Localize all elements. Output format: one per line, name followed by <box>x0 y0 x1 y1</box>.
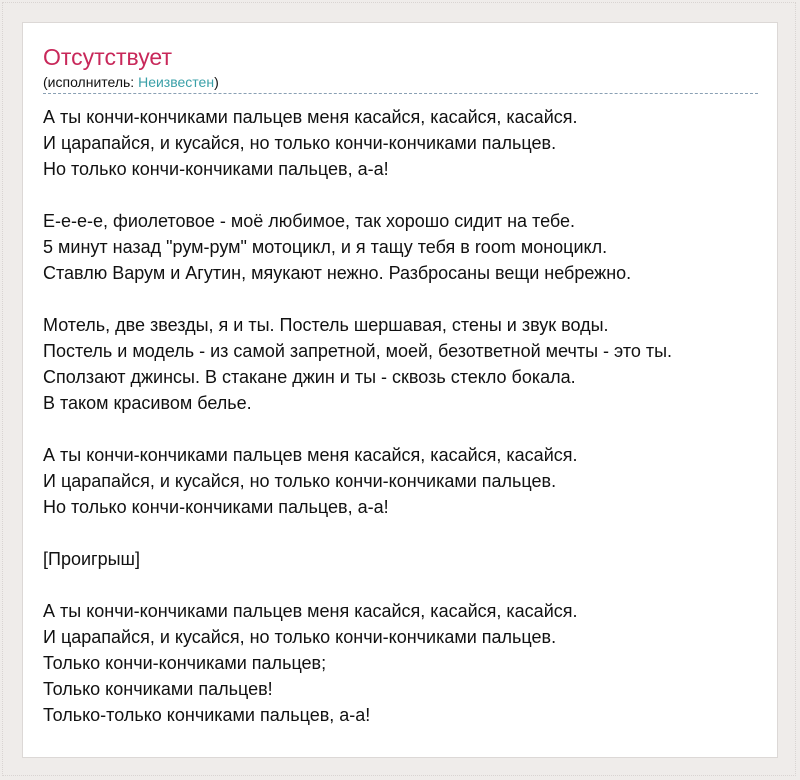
stanza <box>43 442 763 520</box>
lyric-line: А ты кончи-кончиками пальцев меня касайся, касайся, касайся. <box>43 107 578 127</box>
stanza <box>43 598 763 728</box>
stanza <box>43 208 763 286</box>
lyric-line: А ты кончи-кончиками пальцев меня касайся, касайся, касайся. <box>43 445 578 465</box>
artist-prefix: (исполнитель: <box>43 74 139 90</box>
lyric-line: И царапайся, и кусайся, но только кончи-кончиками пальцев. <box>43 471 557 491</box>
lyric-line: Только-только кончиками пальцев, а-а! <box>43 705 371 725</box>
artist-link[interactable]: Неизвестен <box>138 74 215 90</box>
lyrics-card <box>22 22 778 758</box>
lyrics-text <box>43 104 763 754</box>
lyric-line: [Проигрыш] <box>43 549 140 569</box>
lyric-line: И царапайся, и кусайся, но только кончи-кончиками пальцев. <box>43 627 557 647</box>
stanza <box>43 104 763 182</box>
lyric-line: Ставлю Варум и Агутин, мяукают нежно. Разбросаны вещи небрежно. <box>43 263 632 283</box>
lyric-line: Только кончиками пальцев! <box>43 679 273 699</box>
lyric-line: Е-е-е-е, фиолетовое - моё любимое, так хорошо сидит на тебе. <box>43 211 576 231</box>
lyric-line: А ты кончи-кончиками пальцев меня касайся, касайся, касайся. <box>43 601 578 621</box>
lyric-line: Но только кончи-кончиками пальцев, а-а! <box>43 159 389 179</box>
lyric-line: И царапайся, и кусайся, но только кончи-кончиками пальцев. <box>43 133 557 153</box>
lyric-line: Мотель, две звезды, я и ты. Постель шершавая, стены и звук воды. <box>43 315 609 335</box>
artist-suffix: ) <box>214 74 219 90</box>
artist-line <box>43 73 219 91</box>
lyric-line: В таком красивом белье. <box>43 393 252 413</box>
lyric-line: Постель и модель - из самой запретной, моей, безответной мечты - это ты. <box>43 341 673 361</box>
stanza <box>43 312 763 416</box>
stanza <box>43 546 763 572</box>
title-separator <box>43 93 758 94</box>
lyric-line: 5 минут назад "рум-рум" мотоцикл, и я тащу тебя в room моноцикл. <box>43 237 608 257</box>
song-title: Отсутствует <box>43 44 172 70</box>
lyric-line: Только кончи-кончиками пальцев; <box>43 653 327 673</box>
lyric-line: Сползают джинсы. В стакане джин и ты - сквозь стекло бокала. <box>43 367 576 387</box>
lyric-line: Но только кончи-кончиками пальцев, а-а! <box>43 497 389 517</box>
